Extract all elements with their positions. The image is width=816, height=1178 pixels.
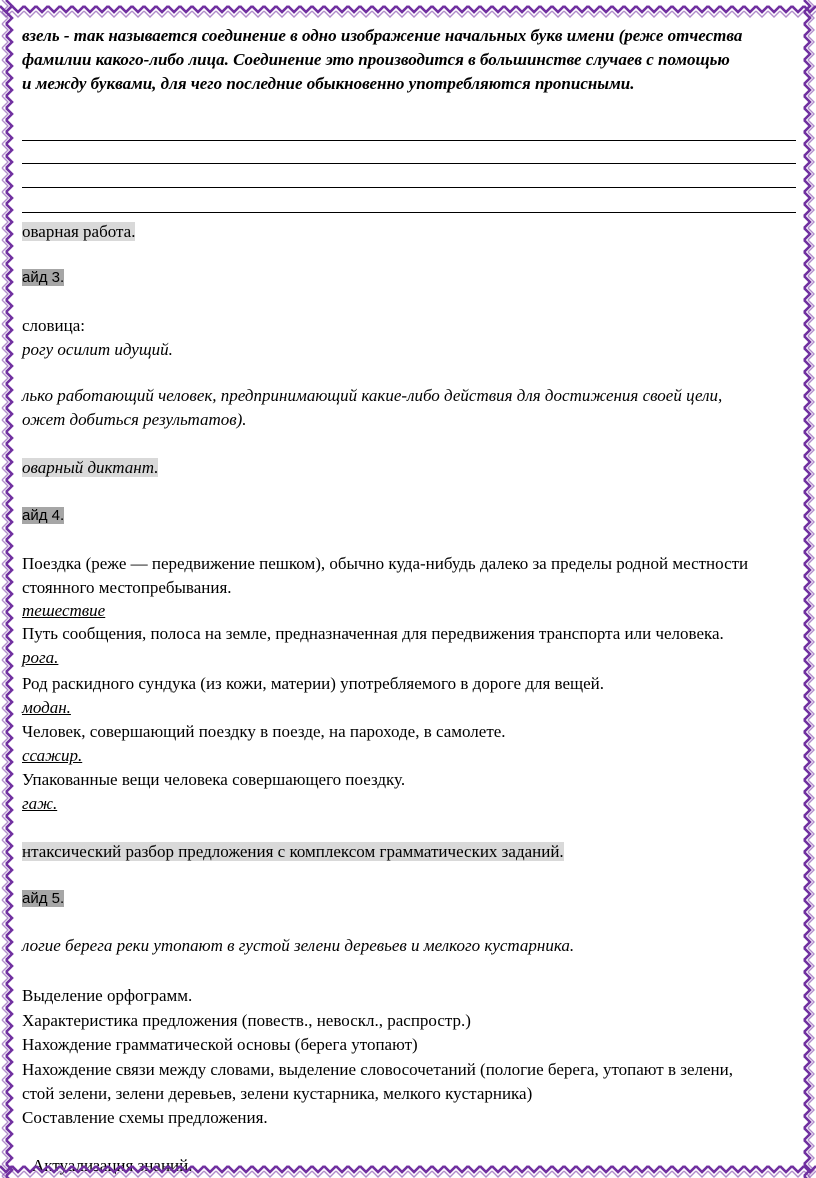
proverb-text: рогу осилит идущий. bbox=[22, 340, 173, 359]
writing-line bbox=[22, 212, 796, 213]
syntax-heading: нтаксический разбор предложения с комплексом грамматических заданий. bbox=[22, 842, 564, 861]
page-border-left bbox=[0, 0, 18, 1178]
proverb-label: словица: bbox=[22, 316, 86, 335]
slide-label-3: айд 3. bbox=[22, 269, 65, 286]
dictation-item-1-definition-line-2: стоянного местопребывания. bbox=[22, 578, 232, 597]
dictation-item-1-definition-line-1: Поездка (реже — передвижение пешком), обычно куда-нибудь далеко за пределы родной местности bbox=[22, 554, 749, 573]
monogram-definition-line-1: взель - так называется соединение в одно изображение начальных букв имени (реже отчества bbox=[22, 26, 743, 45]
dictation-item-1-answer: тешествие bbox=[22, 601, 106, 620]
proverb-explanation-line-1: лько работающий человек, предпринимающий какие-либо действия для достижения своей цели, bbox=[22, 386, 723, 405]
writing-line bbox=[22, 140, 796, 141]
syntax-sentence: логие берега реки утопают в густой зелени деревьев и мелкого кустарника. bbox=[22, 936, 575, 955]
dictation-item-3-answer: модан. bbox=[22, 698, 71, 717]
dictation-heading: оварный диктант. bbox=[22, 458, 159, 477]
dictation-item-5-answer: гаж. bbox=[22, 794, 58, 813]
page-border-right bbox=[798, 0, 816, 1178]
vocab-work-heading: оварная работа. bbox=[22, 222, 136, 241]
dictation-item-2-definition: Путь сообщения, полоса на земле, предназначенная для передвижения транспорта или человека. bbox=[22, 624, 724, 643]
dictation-item-4-answer: ссажир. bbox=[22, 746, 83, 765]
syntax-task-1: Выделение орфограмм. bbox=[22, 986, 193, 1005]
syntax-task-4-line-1: Нахождение связи между словами, выделение словосочетаний (пологие берега, утопают в зелени, bbox=[22, 1060, 733, 1079]
syntax-task-4-line-2: стой зелени, зелени деревьев, зелени кустарника, мелкого кустарника) bbox=[22, 1084, 533, 1103]
page-border-bottom bbox=[0, 1160, 816, 1178]
monogram-definition-line-3: и между буквами, для чего последние обыкновенно употребляются прописными. bbox=[22, 74, 635, 93]
page-border-top bbox=[0, 0, 816, 18]
slide-label-5: айд 5. bbox=[22, 890, 65, 907]
dictation-item-3-definition: Род раскидного сундука (из кожи, материи) употребляемого в дороге для вещей. bbox=[22, 674, 604, 693]
proverb-explanation-line-2: ожет добиться результатов). bbox=[22, 410, 247, 429]
syntax-task-5: Составление схемы предложения. bbox=[22, 1108, 268, 1127]
writing-line bbox=[22, 187, 796, 188]
dictation-item-4-definition: Человек, совершающий поездку в поезде, на пароходе, в самолете. bbox=[22, 722, 506, 741]
syntax-task-3: Нахождение грамматической основы (берега утопают) bbox=[22, 1035, 418, 1054]
writing-line bbox=[22, 163, 796, 164]
syntax-task-2: Характеристика предложения (повеств., невоскл., распростр.) bbox=[22, 1011, 471, 1030]
slide-label-4: айд 4. bbox=[22, 507, 65, 524]
monogram-definition-line-2: фамилии какого-либо лица. Соединение это производится в большинстве случаев с помощью bbox=[22, 50, 730, 69]
dictation-item-2-answer: рога. bbox=[22, 648, 59, 667]
dictation-item-5-definition: Упакованные вещи человека совершающего поездку. bbox=[22, 770, 406, 789]
